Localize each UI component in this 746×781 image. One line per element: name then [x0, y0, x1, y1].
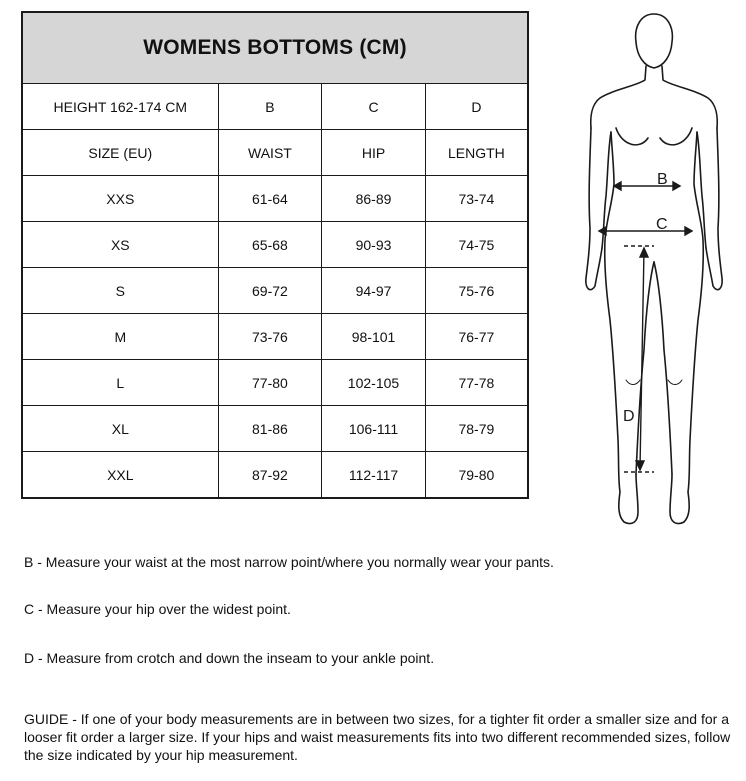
code-c-header-cell: C	[322, 84, 426, 130]
waist-cell: 77-80	[218, 360, 322, 406]
hip-arrow-right	[685, 227, 692, 235]
table-row	[22, 360, 528, 406]
size-cell: S	[22, 268, 218, 314]
waist-cell: 73-76	[218, 314, 322, 360]
table-row	[22, 314, 528, 360]
length-cell: 79-80	[425, 452, 528, 499]
size-header-cell: SIZE (EU)	[22, 130, 218, 176]
waist-cell: 61-64	[218, 176, 322, 222]
inseam-arrow-bottom	[636, 461, 644, 470]
size-chart-table	[21, 11, 529, 499]
table-row	[22, 268, 528, 314]
label-d: D	[623, 408, 635, 425]
hip-cell: 86-89	[322, 176, 426, 222]
hip-cell: 102-105	[322, 360, 426, 406]
table-title-row	[22, 12, 528, 84]
note-hip: C - Measure your hip over the widest point.	[24, 601, 291, 617]
figure-inner-leg-left	[636, 262, 654, 474]
length-header-cell: LENGTH	[425, 130, 528, 176]
table-row	[22, 176, 528, 222]
note-inseam: D - Measure from crotch and down the inseam to your ankle point.	[24, 650, 435, 666]
guide-text: GUIDE - If one of your body measurements are in between two sizes, for a tighter fit order a smaller size and for a looser fit order a larger size. If your hips and waist measurements fits into two different recommended sizes, follow the size indicated by your hip measurement.	[24, 711, 731, 763]
waist-cell: 87-92	[218, 452, 322, 499]
length-cell: 75-76	[425, 268, 528, 314]
header-row-measure-codes	[22, 84, 528, 130]
hip-header-cell: HIP	[322, 130, 426, 176]
table-row	[22, 222, 528, 268]
code-b-header-cell: B	[218, 84, 322, 130]
hip-cell: 98-101	[322, 314, 426, 360]
inseam-arrow-top	[640, 248, 648, 257]
figure-head	[636, 14, 673, 68]
waist-header-cell: WAIST	[218, 130, 322, 176]
code-d-header-cell: D	[425, 84, 528, 130]
label-b: B	[657, 171, 668, 188]
figure-chest	[616, 128, 692, 145]
hip-cell: 106-111	[322, 406, 426, 452]
waist-cell: 65-68	[218, 222, 322, 268]
size-cell: XXS	[22, 176, 218, 222]
size-cell: M	[22, 314, 218, 360]
body-measurement-figure	[584, 8, 724, 528]
size-cell: XXL	[22, 452, 218, 499]
figure-left-arm	[586, 128, 602, 290]
length-cell: 78-79	[425, 406, 528, 452]
hip-cell: 94-97	[322, 268, 426, 314]
length-cell: 74-75	[425, 222, 528, 268]
note-waist: B - Measure your waist at the most narrow point/where you normally wear your pants.	[24, 554, 554, 570]
size-cell: L	[22, 360, 218, 406]
length-cell: 76-77	[425, 314, 528, 360]
figure-neck-shoulders-left	[591, 66, 646, 128]
table-row	[22, 406, 528, 452]
hip-cell: 90-93	[322, 222, 426, 268]
table-title: WOMENS BOTTOMS (CM)	[22, 12, 528, 84]
size-cell: XL	[22, 406, 218, 452]
header-row-measure-names	[22, 130, 528, 176]
waist-cell: 81-86	[218, 406, 322, 452]
length-cell: 77-78	[425, 360, 528, 406]
length-cell: 73-74	[425, 176, 528, 222]
size-cell: XS	[22, 222, 218, 268]
hip-cell: 112-117	[322, 452, 426, 499]
figure-inner-leg-right	[654, 262, 672, 474]
waist-cell: 69-72	[218, 268, 322, 314]
table-row	[22, 452, 528, 499]
waist-arrow-right	[673, 182, 680, 190]
figure-torso-right	[670, 132, 703, 524]
label-c: C	[656, 216, 668, 233]
hip-arrow-left	[599, 227, 606, 235]
waist-arrow-left	[614, 182, 621, 190]
height-header-cell: HEIGHT 162-174 CM	[22, 84, 218, 130]
figure-right-arm	[706, 128, 722, 290]
figure-neck-shoulders-right	[662, 66, 717, 128]
